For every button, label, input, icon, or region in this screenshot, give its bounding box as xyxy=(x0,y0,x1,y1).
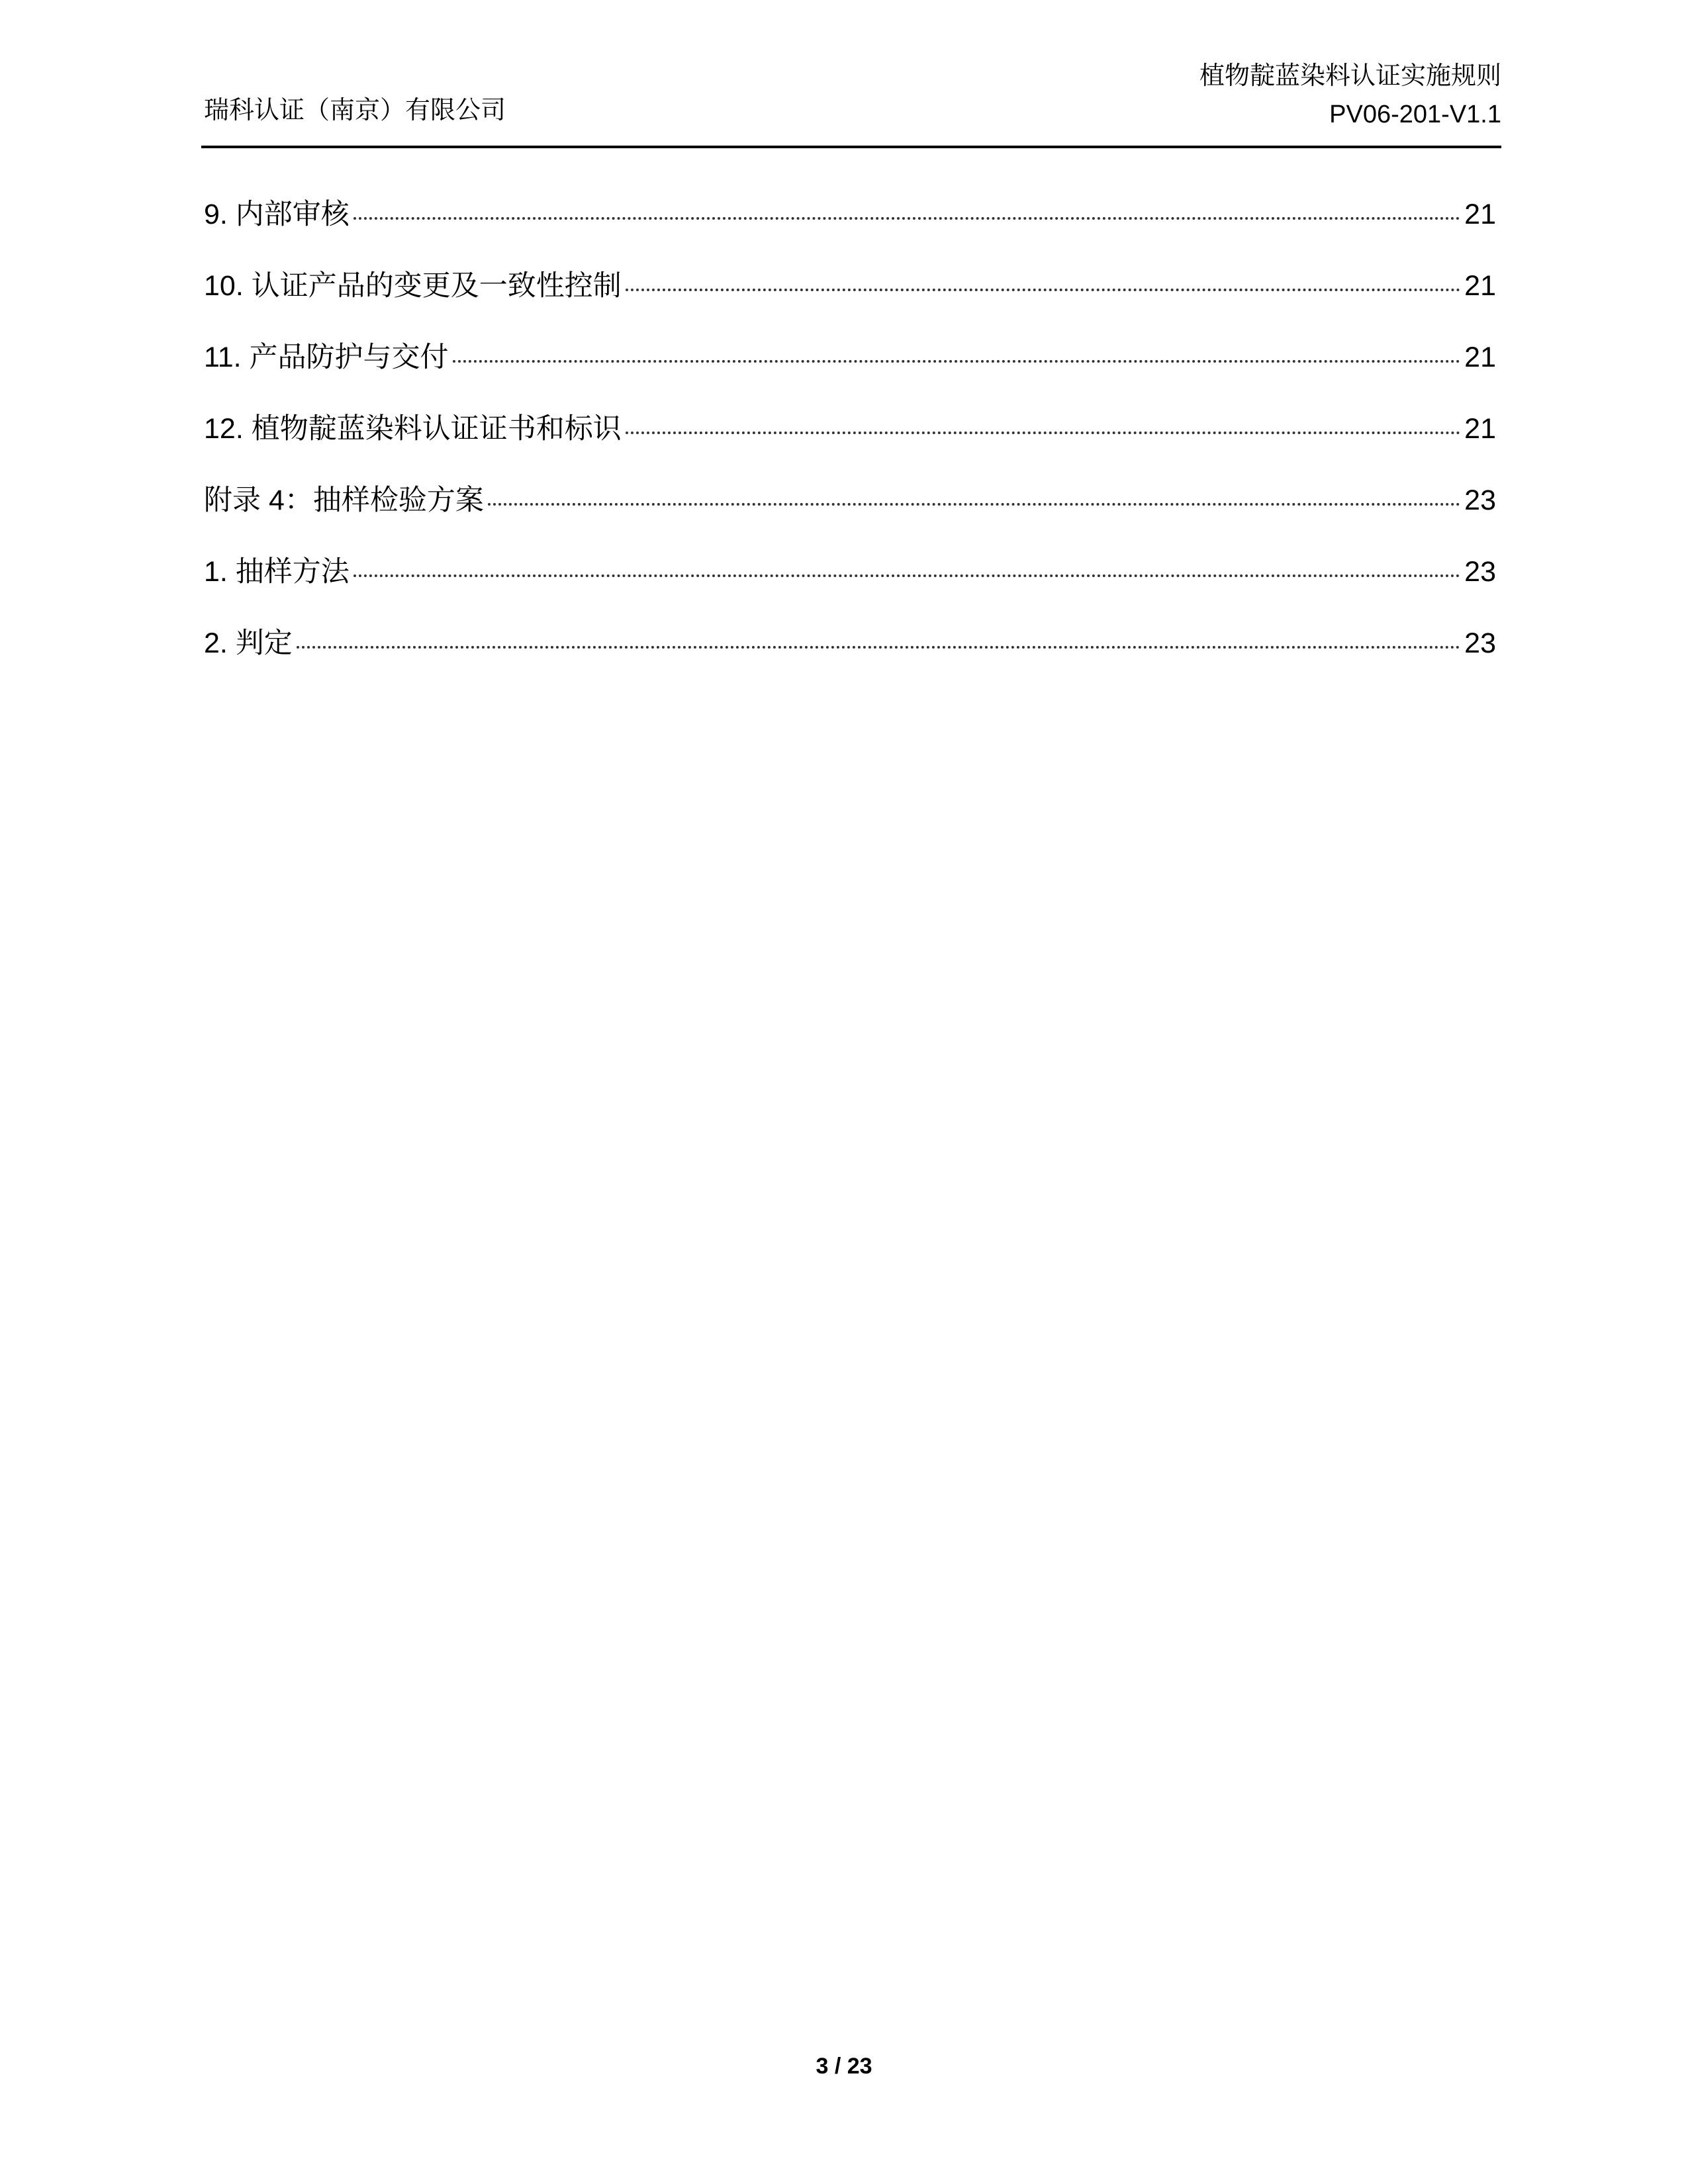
toc-dot-leader xyxy=(626,432,1460,434)
toc-entry-label: 11. 产品防护与交付 xyxy=(204,341,449,373)
header-document-title: 植物靛蓝染料认证实施规则 xyxy=(1199,62,1501,90)
toc-entry-page: 23 xyxy=(1464,484,1496,516)
header-company-name: 瑞科认证（南京）有限公司 xyxy=(204,97,506,124)
toc-entry-label: 附录 4：抽样检验方案 xyxy=(204,484,484,516)
toc-entry-label: 10. 认证产品的变更及一致性控制 xyxy=(204,270,622,302)
toc-entry[interactable] xyxy=(204,267,1496,339)
toc-dot-leader xyxy=(626,289,1460,291)
table-of-contents xyxy=(204,196,1496,696)
toc-entry[interactable] xyxy=(204,553,1496,625)
header-document-code: PV06-201-V1.1 xyxy=(1329,101,1501,128)
toc-entry-page: 21 xyxy=(1464,199,1496,230)
toc-entry[interactable] xyxy=(204,339,1496,410)
toc-dot-leader xyxy=(353,217,1460,220)
toc-entry[interactable] xyxy=(204,625,1496,696)
toc-entry-label: 9. 内部审核 xyxy=(204,199,350,230)
toc-entry-label: 1. 抽样方法 xyxy=(204,556,350,588)
toc-entry[interactable] xyxy=(204,482,1496,553)
toc-entry[interactable] xyxy=(204,196,1496,267)
footer-current-page: 3 xyxy=(816,2054,829,2079)
toc-dot-leader xyxy=(488,503,1460,506)
toc-entry-page: 21 xyxy=(1464,413,1496,445)
page-footer xyxy=(0,2052,1688,2081)
toc-entry-page: 23 xyxy=(1464,556,1496,588)
toc-dot-leader xyxy=(297,646,1460,649)
header-right-block xyxy=(1199,58,1501,131)
toc-entry[interactable] xyxy=(204,410,1496,482)
toc-entry-label: 2. 判定 xyxy=(204,627,293,659)
toc-entry-page: 21 xyxy=(1464,270,1496,302)
header-divider xyxy=(201,146,1501,148)
toc-dot-leader xyxy=(453,360,1461,363)
toc-entry-label: 12. 植物靛蓝染料认证证书和标识 xyxy=(204,413,622,445)
footer-total-pages: 23 xyxy=(847,2054,872,2079)
toc-dot-leader xyxy=(353,574,1460,577)
toc-entry-page: 23 xyxy=(1464,627,1496,659)
page-header xyxy=(201,58,1501,148)
footer-page-separator: / xyxy=(828,2054,847,2079)
toc-entry-page: 21 xyxy=(1464,341,1496,373)
